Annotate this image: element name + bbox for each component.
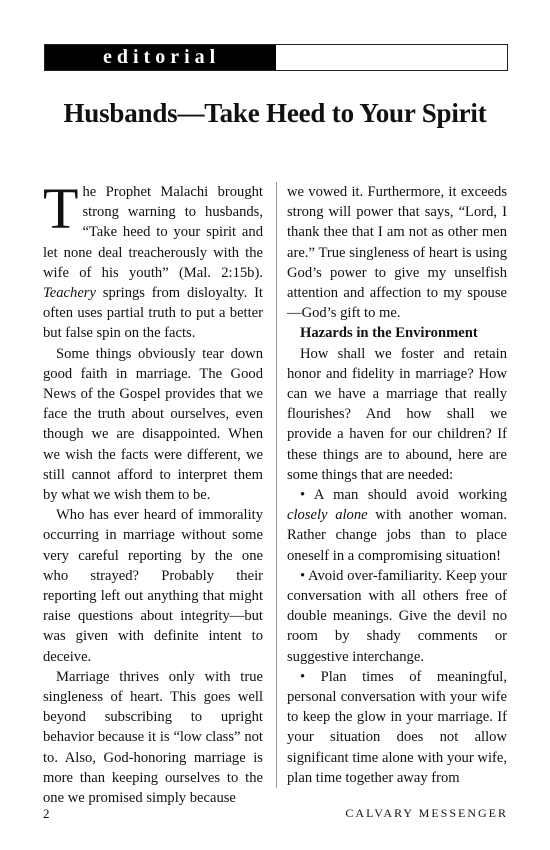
drop-cap: T [43, 176, 79, 241]
article-title: Husbands—Take Heed to Your Spirit [63, 98, 487, 128]
paragraph: Marriage thrives only with true singleness of heart. This goes well beyond subscribing to upright behavior because it is “low class” not to. Also, God-honoring marriage is more than keeping ourselves to the one we promised simply because [43, 668, 263, 807]
column-divider [276, 182, 277, 788]
section-banner [44, 44, 508, 71]
paragraph-text: springs from disloyalty. It often uses partial truth to put a better but false spin on the facts. [43, 285, 263, 342]
bullet-item [287, 485, 507, 566]
section-heading: Hazards in the Environment [300, 325, 478, 342]
paragraph: Some things obviously tear down good faith in marriage. The Good News of the Gospel provides that we face the truth about ourselves, even though we are disappointed. When we wish the facts were different, we still cannot afford to interpret them by what we wish them to be. [43, 345, 263, 504]
bullet-text: • A man should avoid working [300, 487, 507, 504]
publication-name: CALVARY MESSENGER [345, 806, 508, 820]
section-label: editorial [103, 46, 221, 68]
bullet-item: • Avoid over-familiarity. Keep your conversation with all others free of double meanings. Give the devil no room by shady comments or suggestive interchange. [287, 567, 507, 665]
emphasis-text: Teachery [43, 285, 96, 302]
page-number: 2 [43, 806, 50, 821]
emphasis-text: closely alone [287, 507, 368, 524]
paragraph-text: he Prophet Malachi brought strong warning to husbands, “Take heed to your spirit and let none deal treacherously with the wife of his youth” (Mal. 2:15b). [43, 184, 263, 281]
paragraph: Who has ever heard of immorality occurring in marriage without some very careful reporting by the one who strayed? Probably their reporting left out anything that might raise questions about integrity—but was given with definite intent to deceive. [43, 507, 263, 665]
paragraph: How shall we foster and retain honor and fidelity in marriage? How can we have a marriage that really flourishes? And how shall we provide a haven for our children? If these things are to abound, here are some things that are needed: [287, 345, 507, 483]
section-banner-fill [45, 45, 276, 70]
bullet-text: with another woman. Rather change jobs than to place oneself in a compromising situation! [287, 507, 507, 564]
bullet-item: • Plan times of meaningful, personal conversation with your wife to keep the glow in your marriage. If your situation does not allow significant time alone with your wife, plan time together away from [287, 668, 507, 786]
paragraph: we vowed it. Furthermore, it exceeds strong will power that says, “Lord, I thank thee that I am not as other men are.” True singleness of heart is using God’s power to give my unselfish attention and affection to my spouse—God’s gift to me. [287, 184, 507, 322]
paragraph [43, 176, 263, 344]
right-column [287, 182, 507, 788]
left-column [43, 176, 263, 808]
